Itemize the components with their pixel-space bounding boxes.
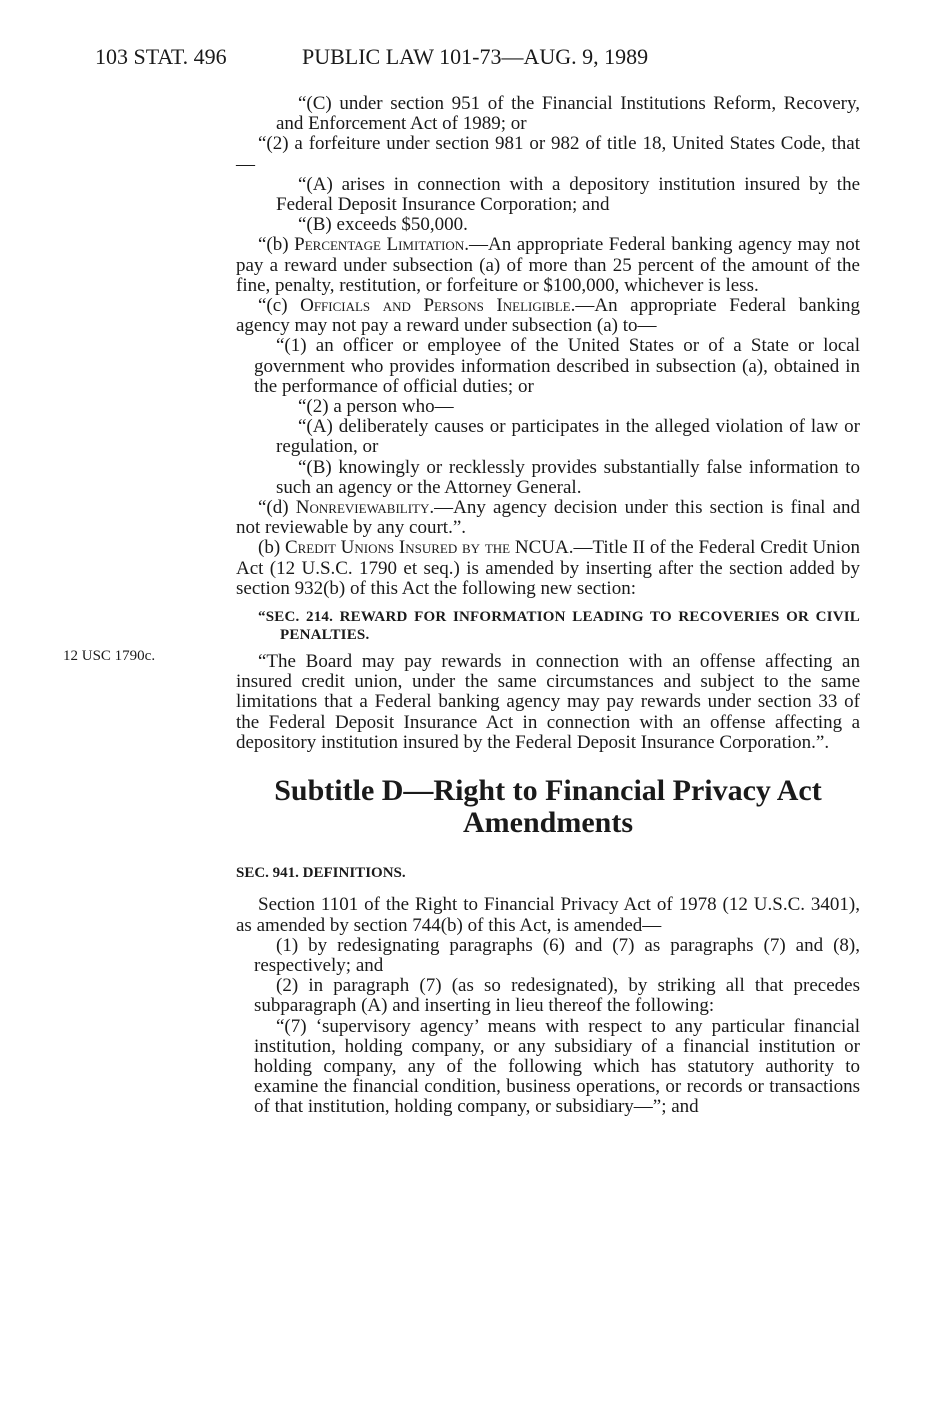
body-text (236, 94, 860, 1118)
credit-unions-heading: Credit Unions Insured by the (284, 537, 511, 559)
paragraph-2: “(2) a forfeiture under section 981 or 982 of title 18, United States Code, that— (236, 133, 860, 175)
amendment-1: (1) by redesignating paragraphs (6) and (7) as paragraphs (7) and (8), respectively; and (254, 934, 860, 976)
subsection-c: “(c) Officials and Persons Ineligible.—An appropriate Federal banking agency may not pay a reward under subsection (a) to— (236, 295, 860, 337)
paragraph-1: “(1) an officer or employee of the United States or of a State or local government who provides information described in subsection (a), obtained in the performance of official duties; or (254, 335, 860, 397)
subsection-d: “(d) Nonreviewability.—Any agency decision under this section is final and not reviewable by any court.”. (236, 497, 861, 539)
section-214-text: “The Board may pay rewards in connection with an offense affecting an insured credit union, under the same circumstances and subject to the same limitations that a Federal banking agency may pay rewards under section 33 of the Federal Deposit Insurance Act in connection with an offense affecting a depository institution insured by the Federal Deposit Insurance Corporation.”. (236, 651, 860, 753)
subparagraph-b-person: “(B) knowingly or recklessly provides substantially false information to such an agency or the Attorney General. (276, 456, 860, 498)
subsection-b: “(b) Percentage Limitation.—An appropriate Federal banking agency may not pay a reward under subsection (a) of more than 25 percent of the amount of the fine, penalty, restitution, or forfeiture or $100,000, whichever is less. (236, 234, 860, 296)
subparagraph-b: “(B) exceeds $50,000. (298, 214, 468, 236)
paragraph-2-person: “(2) a person who— (298, 396, 454, 418)
section-941-text: Section 1101 of the Right to Financial Privacy Act of 1978 (12 U.S.C. 3401), as amended by section 744(b) of this Act, is amended— (236, 894, 860, 936)
page-citation: 103 STAT. 496 (95, 44, 227, 69)
supervisory-agency-definition: “(7) ‘supervisory agency’ means with respect to any particular financial institution, holding company, or any subsidiary of a financial institution or holding company, any of the following which has statutory authority to examine the financial condition, business operations, or records or transactions of that institution, holding company, or subsidiary—”; and (254, 1015, 860, 1118)
clause-c: “(C) under section 951 of the Financial Institutions Reform, Recovery, and Enforcement Act of 1989; or (276, 93, 860, 135)
subsection-c-heading: Officials and Persons Ineligible. (300, 295, 576, 317)
section-214-heading: “SEC. 214. REWARD FOR INFORMATION LEADING TO RECOVERIES OR CIVIL PENALTIES. (258, 609, 860, 644)
amendment-2: (2) in paragraph (7) (as so redesignated), by striking all that precedes subparagraph (A) and inserting in lieu thereof the following: (254, 975, 860, 1017)
running-header: PUBLIC LAW 101-73—AUG. 9, 1989 (302, 44, 649, 69)
subsection-credit-unions: (b) Credit Unions Insured by the NCUA.—Title II of the Federal Credit Union Act (12 U.S.C. 1790 et seq.) is amended by inserting after the section added by section 932(b) of this Act the following new section: (236, 537, 860, 599)
subsection-b-heading: Percentage Limitation. (294, 234, 469, 256)
margin-citation: 12 USC 1790c. (63, 648, 156, 664)
section-941-heading: SEC. 941. DEFINITIONS. (236, 865, 406, 882)
subsection-d-heading: Nonreviewability. (295, 497, 435, 519)
subparagraph-a-person: “(A) deliberately causes or participates in the alleged violation of law or regulation, or (276, 416, 860, 458)
subtitle-heading: Subtitle D—Right to Financial Privacy Act Amendments (274, 774, 822, 840)
subparagraph-a: “(A) arises in connection with a depository institution insured by the Federal Deposit Insurance Corporation; and (276, 173, 860, 216)
